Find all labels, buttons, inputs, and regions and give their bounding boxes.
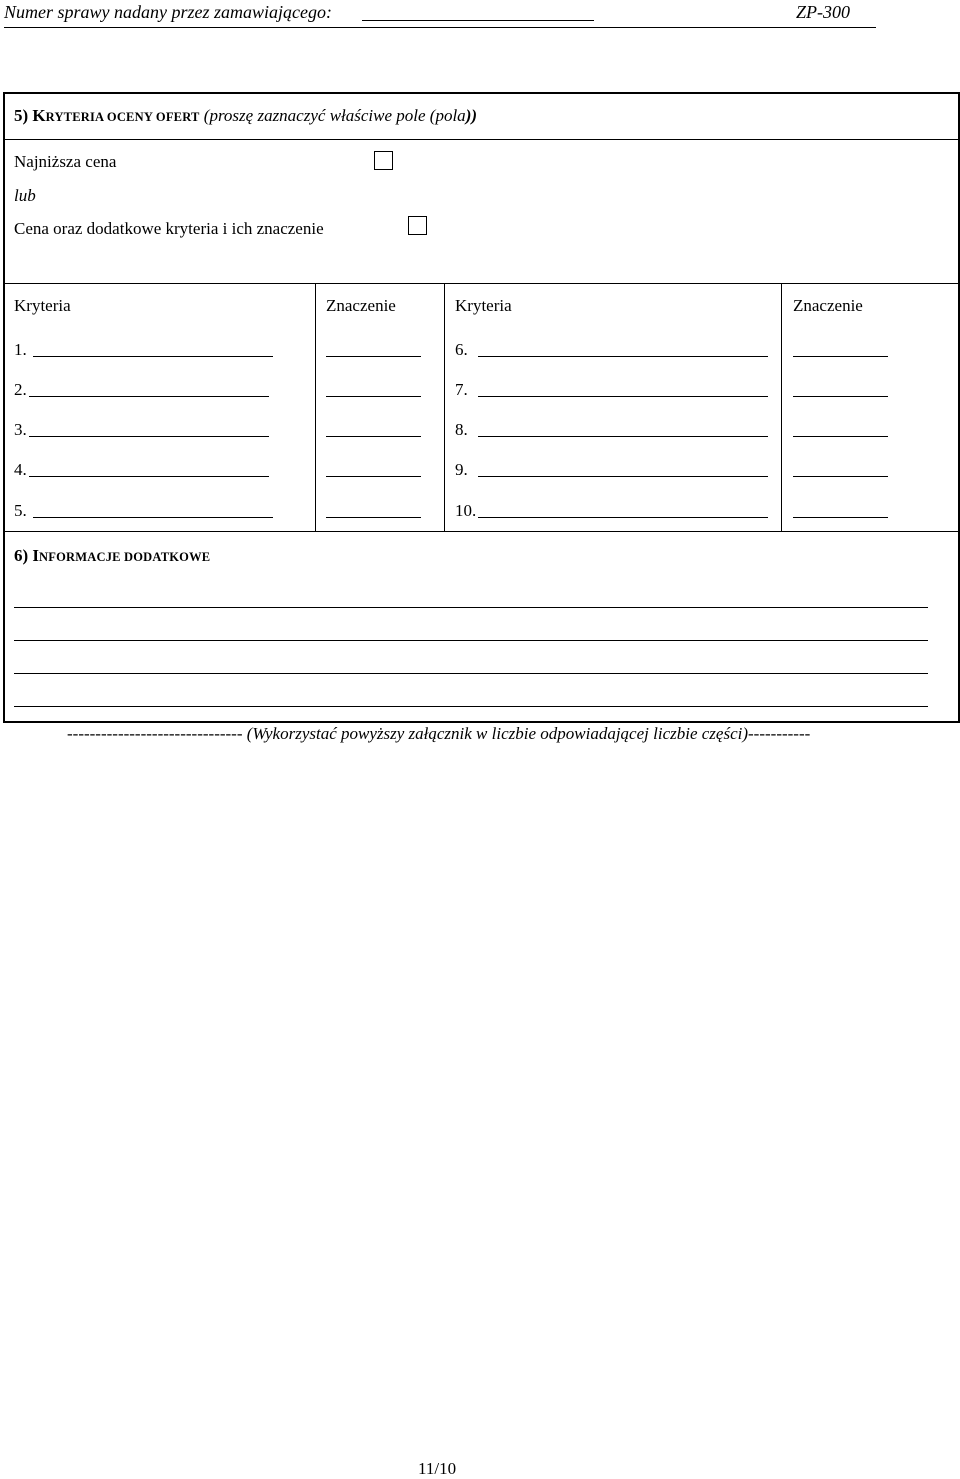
col-header-znaczenie-right: Znaczenie bbox=[793, 296, 863, 315]
usage-note-text: (Wykorzystać powyższy załącznik w liczbie odpowiadającej liczbie części) bbox=[246, 724, 749, 743]
usage-note bbox=[67, 724, 810, 744]
criterion-field[interactable] bbox=[29, 436, 269, 437]
criterion-field[interactable] bbox=[33, 517, 273, 518]
weight-field[interactable] bbox=[793, 517, 888, 518]
page-header bbox=[0, 0, 960, 30]
criterion-number: 6. bbox=[455, 340, 468, 359]
option-price-criteria-checkbox[interactable] bbox=[408, 216, 427, 235]
criterion-number: 9. bbox=[455, 460, 468, 479]
criteria-col-divider-3 bbox=[781, 283, 782, 531]
section-5-title-first: K bbox=[32, 106, 46, 125]
col-header-kryteria-left: Kryteria bbox=[14, 296, 71, 315]
criteria-col-divider-1 bbox=[315, 283, 316, 531]
criterion-field[interactable] bbox=[478, 517, 768, 518]
section-5-title-rest: RYTERIA OCENY OFERT bbox=[45, 110, 200, 124]
additional-info-line[interactable] bbox=[14, 706, 928, 707]
case-number-field[interactable] bbox=[362, 20, 594, 21]
criterion-field[interactable] bbox=[478, 396, 768, 397]
criterion-field[interactable] bbox=[29, 476, 269, 477]
form-code: ZP-300 bbox=[796, 2, 850, 22]
criterion-number: 3. bbox=[14, 420, 27, 439]
option-lowest-price-checkbox[interactable] bbox=[374, 151, 393, 170]
header-rule bbox=[4, 27, 876, 28]
weight-field[interactable] bbox=[326, 476, 421, 477]
section-5-instruction-close: )) bbox=[465, 106, 478, 125]
usage-note-dashes-left: ------------------------------- bbox=[67, 724, 243, 743]
criterion-number: 10. bbox=[455, 501, 477, 520]
section-6-title bbox=[14, 546, 210, 566]
criterion-number: 5. bbox=[14, 501, 27, 520]
option-price-criteria-label: Cena oraz dodatkowe kryteria i ich znaczenie bbox=[14, 219, 324, 238]
weight-field[interactable] bbox=[793, 476, 888, 477]
or-label: lub bbox=[14, 186, 36, 205]
criterion-field[interactable] bbox=[33, 356, 273, 357]
weight-field[interactable] bbox=[793, 396, 888, 397]
criterion-number: 2. bbox=[14, 380, 27, 399]
additional-info-line[interactable] bbox=[14, 607, 928, 608]
section-5-instruction-paren: (pola bbox=[429, 106, 466, 125]
criterion-field[interactable] bbox=[478, 436, 768, 437]
page-number: 11/10 bbox=[418, 1459, 457, 1478]
section-5-divider bbox=[3, 139, 960, 140]
section-5-number: 5) bbox=[14, 106, 29, 125]
case-number-label: Numer sprawy nadany przez zamawiającego: bbox=[4, 2, 332, 22]
criterion-number: 8. bbox=[455, 420, 468, 439]
criterion-field[interactable] bbox=[478, 356, 768, 357]
usage-note-dashes-right: ----------- bbox=[748, 724, 811, 743]
weight-field[interactable] bbox=[326, 436, 421, 437]
criterion-field[interactable] bbox=[29, 396, 269, 397]
additional-info-line[interactable] bbox=[14, 640, 928, 641]
criterion-number: 1. bbox=[14, 340, 27, 359]
additional-info-line[interactable] bbox=[14, 673, 928, 674]
section-5-instruction: (proszę zaznaczyć właściwe pole bbox=[203, 106, 430, 125]
section-5-title bbox=[14, 106, 477, 126]
col-header-kryteria-right: Kryteria bbox=[455, 296, 512, 315]
criterion-field[interactable] bbox=[478, 476, 768, 477]
section-6-number: 6) bbox=[14, 546, 29, 565]
col-header-znaczenie-left: Znaczenie bbox=[326, 296, 396, 315]
weight-field[interactable] bbox=[326, 356, 421, 357]
criteria-table-bottom bbox=[3, 531, 960, 532]
criterion-number: 7. bbox=[455, 380, 468, 399]
weight-field[interactable] bbox=[326, 396, 421, 397]
criterion-number: 4. bbox=[14, 460, 27, 479]
weight-field[interactable] bbox=[793, 356, 888, 357]
section-6-title-first: I bbox=[32, 546, 40, 565]
criteria-col-divider-2 bbox=[444, 283, 445, 531]
weight-field[interactable] bbox=[326, 517, 421, 518]
form-box bbox=[3, 92, 960, 723]
criteria-table-top bbox=[3, 283, 960, 284]
weight-field[interactable] bbox=[793, 436, 888, 437]
section-6-title-rest: NFORMACJE DODATKOWE bbox=[39, 550, 211, 564]
option-lowest-price-label: Najniższa cena bbox=[14, 152, 117, 171]
